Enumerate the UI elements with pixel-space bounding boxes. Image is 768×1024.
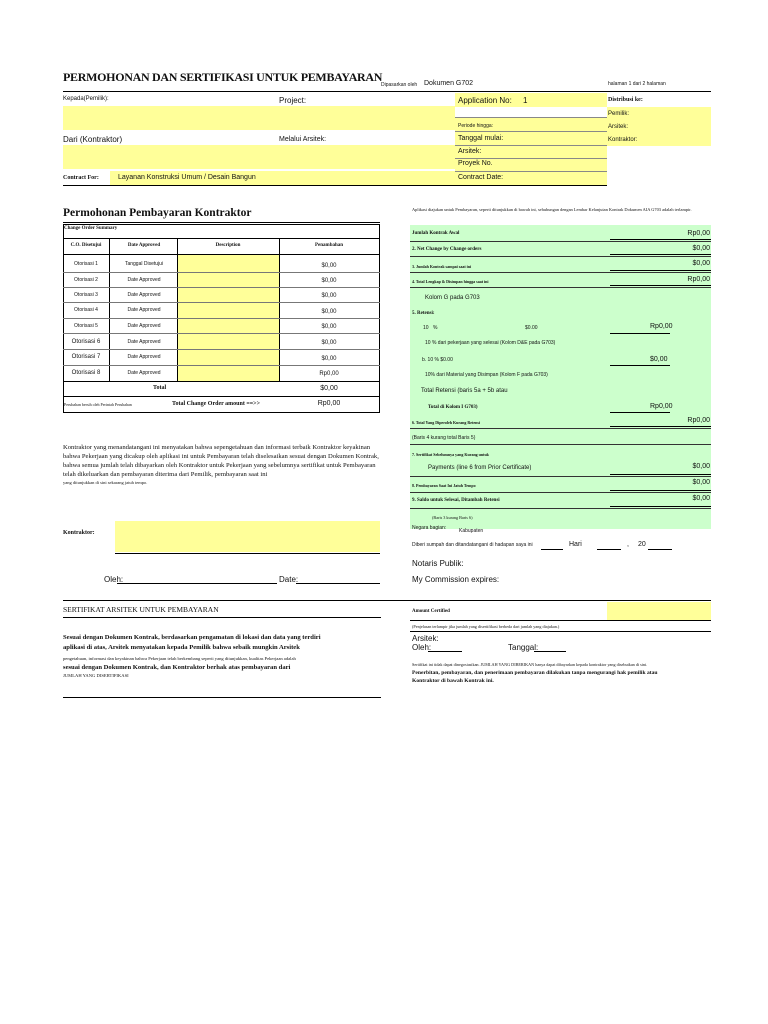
state-label: Negara bagian: (412, 525, 447, 531)
current-payment-label: 8. Pembayaran Saat Ini Jatuh Tempo (412, 483, 476, 488)
line4-note: (Baris 4 kurang total Baris 5) (412, 435, 476, 441)
contract-to-date-label: 3. Jumlah Kontrak sampai saat ini (412, 264, 472, 269)
project-no-label: Proyek No. (458, 160, 493, 167)
section-title: Permohonan Pembayaran Kontraktor (63, 207, 252, 219)
contract-to-date-value: $0,00 (692, 260, 710, 267)
page-count: halaman 1 dari 2 halaman (608, 81, 666, 87)
divider (63, 287, 380, 288)
marketed-by-label: Dipasarkan oleh (381, 82, 418, 88)
original-contract-value: Rp0,00 (687, 230, 710, 237)
col-addition: Penambahan (314, 243, 344, 248)
prior-payments-label: Payments (line 6 from Prior Certificate) (428, 465, 532, 471)
certificate-text-5: JUMLAH YANG DISERTIFIKASI (63, 673, 129, 678)
divider (410, 631, 711, 632)
divider (610, 426, 711, 427)
divider (455, 117, 607, 118)
certificate-text-3: pengetahuan, informasi dan keyakinan bahwa Pekerjaan telah berkembang seperti yang ditunjukkan, kualitas Pekerjaan adalah (63, 656, 296, 661)
col-co: C.O. Disetujui (70, 243, 102, 248)
divider (410, 256, 711, 257)
table-row-amount: $0,00 (321, 293, 337, 299)
table-row-date: Date Approved (127, 370, 161, 376)
net-change-label-right: 2. Net Change by Change orders (412, 247, 482, 252)
line3-note: (Baris 3 kurang Baris 6) (432, 515, 473, 520)
divider (648, 549, 672, 550)
divider (117, 583, 277, 584)
table-row-amount: $0,00 (321, 309, 337, 315)
divider (63, 365, 380, 366)
current-payment-value: $0,00 (692, 479, 710, 486)
divider (610, 365, 670, 366)
amount-certified-label: Amount Certified (412, 609, 450, 614)
divider (410, 287, 711, 288)
intro-text: Aplikasi diajukan untuk Pembayaran, seperti ditunjukkan di bawah ini, sehubungan dengan Lembar Kelanjutan Kontrak Dokumen AIA G703 adalah terlampir. (412, 207, 692, 212)
divider (534, 651, 566, 652)
divider (410, 492, 711, 493)
table-row-amount: $0,00 (321, 324, 337, 330)
divider (610, 412, 670, 413)
net-change-label: Perubahan bersih oleh Perintah Perubahan (64, 402, 132, 407)
retainage-a-unit: % (433, 325, 438, 331)
total-change-label: Total Change Order amount ==>> (172, 401, 261, 407)
table-row-date: Date Approved (127, 277, 161, 283)
divider (63, 697, 381, 698)
retainage-label: 5. Retensi: (412, 311, 435, 316)
title-divider (63, 91, 711, 92)
divider (610, 285, 711, 286)
total-value: $0,00 (320, 385, 338, 392)
architect-sign-label: Arsitek: (412, 634, 439, 643)
divider (410, 476, 711, 477)
divider (63, 381, 380, 382)
divider (63, 349, 380, 350)
balance-value: $0,00 (692, 495, 710, 502)
notary-label: Notaris Publik: (412, 559, 464, 568)
comma-separator: , (627, 541, 629, 548)
table-row-amount: $0,00 (321, 356, 337, 362)
divider (410, 508, 711, 509)
change-order-rows (63, 256, 380, 382)
contract-note: Kontraktor di bawah Kontrak ini. (412, 678, 494, 684)
retainage-a-value: Rp0,00 (650, 323, 673, 330)
start-date-label: Tanggal mulai: (458, 135, 504, 142)
table-row-co: Otorisasi 4 (74, 307, 98, 313)
divider (455, 171, 607, 172)
year-label: 20 (638, 541, 646, 548)
net-change-value: $0,00 (692, 245, 710, 252)
via-architect-label: Melalui Arsitek: (279, 136, 327, 143)
header-bottom-line (63, 185, 607, 186)
contractor-input[interactable] (63, 145, 455, 169)
original-contract-label: Jumlah Kontrak Awal (412, 231, 460, 236)
table-row-amount: Rp0,00 (319, 371, 339, 377)
explanation-note: (Penjelasan terlampir jika jumlah yang disertifikasi berbeda dari jumlah yang diajukan.) (412, 624, 560, 629)
completed-stored-value: Rp0,00 (687, 276, 710, 283)
divider (455, 131, 607, 132)
issuance-note: Penerbitan, pembayaran, dan penerimaan pembayaran dilakukan tanpa mengurangi hak pemilik atau (412, 670, 658, 676)
retainage-b-value: $0,00 (650, 356, 668, 363)
table-row-date: Date Approved (127, 339, 161, 345)
contract-for-value: Layanan Konstruksi Umum / Desain Bangun (118, 174, 256, 181)
retainage-a-mid: $0.00 (525, 325, 538, 331)
divider (115, 553, 380, 554)
divider (597, 549, 621, 550)
contractor-signature-field[interactable] (115, 521, 380, 552)
divider (610, 333, 670, 334)
dist-architect-label: Arsitek: (608, 124, 629, 130)
divider (63, 617, 381, 618)
non-negotiable-note: Sertifikat ini tidak dapat dinegosiasikan. JUMLAH YANG DIBERIKAN hanya dapat dibayarkan kepada kontraktor yang disebutkan di sini. (412, 662, 648, 667)
architect-date-label: Tanggal: (508, 643, 539, 652)
contract-date-label: Contract Date: (458, 174, 504, 181)
dist-owner-label: Pemilik: (608, 111, 630, 117)
col-date: Date Approved (127, 243, 161, 248)
table-row-co: Otorisasi 7 (71, 354, 101, 360)
earned-less-retainage-value: Rp0,00 (687, 417, 710, 424)
application-no-label: Application No: (458, 96, 512, 105)
contractor-statement-small: yang ditunjukkan di sini sekarang jatuh tempo. (63, 480, 148, 485)
table-row-co: Otorisasi 5 (74, 323, 98, 329)
table-row-co: Otorisasi 2 (74, 277, 98, 283)
architect-label: Arsitek: (458, 148, 482, 155)
table-row-date: Date Approved (127, 354, 161, 360)
divider (410, 272, 711, 273)
day-label: Hari (569, 541, 582, 548)
table-row-co: Otorisasi 1 (74, 261, 98, 267)
table-row-co: Otorisasi 6 (71, 339, 101, 345)
table-row-amount: $0,00 (321, 340, 337, 346)
contractor-statement: Kontraktor yang menandatangani ini menyatakan bahwa sepengetahuan dan informasi terbaik Kontraktor keyakinan bahwa Pekerjaan yang dicakup oleh aplikasi ini untuk Pembayaran telah diselesaikan sesuai dengan Dokumen Kontrak, bahwa semua jumlah telah dibayarkan oleh Kontraktor untuk Pekerjaan yang sebelumnya sertifikat untuk Pembayaran telah dikeluarkan dan pembayaran diterima dari Pemilik, pembayaran saat ini (63, 444, 379, 478)
divider (410, 620, 711, 621)
commission-label: My Commission expires: (412, 575, 500, 584)
divider (410, 241, 711, 242)
owner-input[interactable] (63, 106, 277, 130)
total-change-value: Rp0,00 (317, 400, 341, 407)
project-input[interactable] (277, 106, 455, 130)
county-label: Kabupaten (459, 528, 484, 534)
divider (428, 651, 462, 652)
prior-payments-value: $0,00 (692, 463, 710, 470)
date-label: Date: (279, 575, 299, 584)
divider (63, 272, 380, 273)
table-row-amount: $0,00 (321, 278, 337, 284)
total-retainage-label: Total Retensi (baris 5a + 5b atau (421, 388, 508, 394)
certificate-text-1: Sesuai dengan Dokumen Kontrak, berdasarkan pengamatan di lokasi dan data yang terdiri (63, 634, 321, 641)
divider (63, 302, 380, 303)
divider (63, 238, 380, 239)
col-description: Description (215, 243, 241, 248)
sworn-label: Diberi sumpah dan ditandatangani di hadapan saya ini (412, 542, 533, 548)
table-row-co: Otorisasi 3 (74, 292, 98, 298)
project-label: Project: (279, 96, 307, 105)
table-row-date: Date Approved (127, 323, 161, 329)
table-row-date: Date Approved (127, 307, 161, 313)
amount-certified-field[interactable] (607, 602, 711, 620)
application-no-value: 1 (523, 96, 528, 105)
column-g-note: Kolom G pada G703 (425, 295, 480, 301)
contract-for-label: Contract For: (63, 175, 99, 181)
column-i-value: Rp0,00 (650, 403, 673, 410)
page-title: PERMOHONAN DAN SERTIFIKASI UNTUK PEMBAYARAN (63, 70, 383, 84)
from-contractor-label: Dari (Kontraktor) (63, 135, 123, 144)
table-row-amount: $0,00 (321, 263, 337, 269)
divider (455, 145, 607, 146)
certificate-title: SERTIFIKAT ARSITEK UNTUK PEMBAYARAN (63, 605, 219, 614)
divider (541, 549, 563, 550)
retainage-a-note: 10 % dari pekerjaan yang selesai (Kolom D&E pada G703) (425, 340, 556, 346)
dist-contractor-label: Kontraktor: (608, 137, 638, 143)
divider (63, 318, 380, 319)
certificate-text-2: aplikasi di atas, Arsitek menyatakan kepada Pemilik bahwa sebaik mungkin Arsitek (63, 644, 300, 651)
divider (610, 270, 711, 271)
table-row-co: Otorisasi 8 (71, 370, 101, 376)
column-i-label: Total di Kolom I G703) (428, 405, 478, 410)
divider (63, 333, 380, 334)
retainage-b-note: 10% dari Material yang Disimpan (Kolom F pada G703) (425, 372, 548, 378)
divider (610, 254, 711, 255)
period-label: Periode hingga: (458, 123, 494, 129)
signed-by-label: Oleh: (104, 575, 124, 584)
retainage-b: b. 10 % $0.00 (422, 357, 453, 363)
divider (296, 583, 380, 584)
divider (63, 222, 380, 223)
document-number: Dokumen G702 (424, 80, 474, 87)
divider (63, 396, 380, 397)
table-row-date: Tanggal Disetujui (124, 261, 164, 267)
retainage-a-pct: 10 (423, 325, 429, 331)
previous-certificates-label: 7. Sertifikat Sebelumnya yang Kurang untuk (412, 452, 489, 457)
balance-label: 9. Saldo untuk Selesai, Ditambah Retensi (412, 498, 500, 503)
divider (455, 158, 607, 159)
distribution-label: Distribusi ke: (608, 97, 643, 103)
divider (610, 474, 711, 475)
change-order-summary-label: Change Order Summary (64, 226, 118, 231)
contractor-label: Kontraktor: (63, 530, 95, 536)
completed-stored-label: 4. Total Lengkap & Disimpan hingga saat ini (412, 279, 489, 284)
divider (410, 444, 711, 445)
owner-label: Kepada(Pemilik): (63, 96, 109, 102)
earned-less-retainage-label: 6. Total Yang Diperoleh Kurang Retensi (412, 420, 481, 425)
total-label: Total (153, 385, 167, 391)
table-row-date: Date Approved (127, 292, 161, 298)
architect-by-label: Oleh: (412, 643, 432, 652)
certificate-text-4: sesuai dengan Dokumen Kontrak, dan Kontraktor berhak atas pembayaran dari (63, 664, 291, 671)
divider (610, 490, 711, 491)
divider (410, 428, 711, 429)
divider (610, 506, 711, 507)
divider (63, 600, 711, 601)
divider (610, 239, 711, 240)
